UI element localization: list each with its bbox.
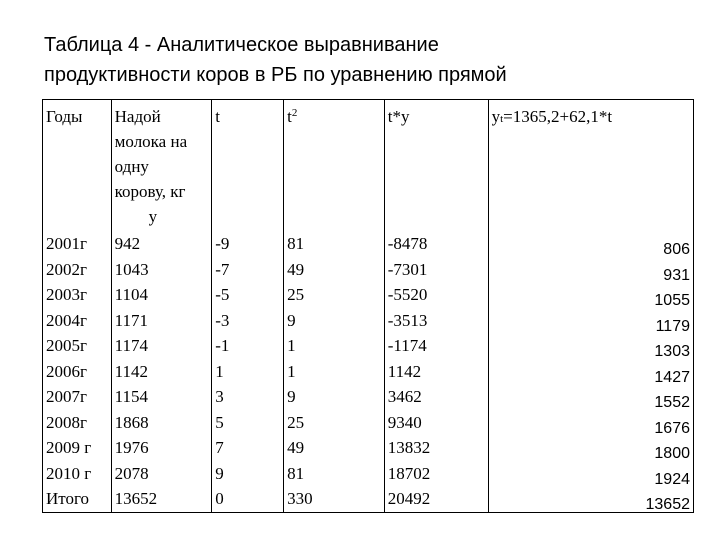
cell-year: 2009 г [43, 435, 112, 461]
cell-t-times-y: -7301 [384, 257, 488, 283]
header-yt-base: y [491, 107, 501, 126]
cell-t: -7 [212, 257, 284, 283]
cell-t-times-y: -5520 [384, 282, 488, 308]
cell-t-squared: 81 [284, 461, 385, 487]
table-row [43, 384, 694, 410]
cell-t-times-y: 1142 [384, 359, 488, 385]
table-row [43, 333, 694, 359]
cell-t-squared: 330 [284, 486, 385, 512]
cell-t: 1 [212, 359, 284, 385]
cell-year: Итого [43, 486, 112, 512]
cell-milk-yield: 1171 [111, 308, 212, 334]
cell-milk-yield: 13652 [111, 486, 212, 512]
trend-value-text: 1427 [654, 368, 690, 386]
cell-t: 9 [212, 461, 284, 487]
header-milk-line: корову, кг [114, 182, 186, 201]
cell-t-squared: 1 [284, 359, 385, 385]
cell-t-times-y: 20492 [384, 486, 488, 512]
cell-t-times-y: -8478 [384, 229, 488, 257]
table-row [43, 359, 694, 385]
header-t-times-y: t*y [384, 100, 488, 230]
cell-t-times-y: 9340 [384, 410, 488, 436]
cell-t-times-y: 18702 [384, 461, 488, 487]
cell-t-times-y: 3462 [384, 384, 488, 410]
trend-value-text: 13652 [645, 496, 690, 513]
cell-t: 3 [212, 384, 284, 410]
table-title-line-2: продуктивности коров в РБ по уравнению прямой [44, 64, 507, 86]
header-t2-base: t [287, 107, 292, 126]
cell-t: -9 [212, 229, 284, 257]
cell-milk-yield: 942 [111, 229, 212, 257]
cell-year: 2002г [43, 257, 112, 283]
cell-t: 0 [212, 486, 284, 512]
cell-t-squared: 25 [284, 410, 385, 436]
cell-t: 5 [212, 410, 284, 436]
cell-trend-value [488, 486, 693, 512]
table-row [43, 461, 694, 487]
header-year: Годы [43, 100, 112, 230]
header-t: t [212, 100, 284, 230]
cell-year: 2007г [43, 384, 112, 410]
cell-t-squared: 9 [284, 308, 385, 334]
header-trend-formula [488, 100, 693, 230]
cell-milk-yield: 1043 [111, 257, 212, 283]
cell-milk-yield: 1174 [111, 333, 212, 359]
cell-trend-value [488, 359, 693, 385]
header-t-squared [284, 100, 385, 230]
cell-t: -3 [212, 308, 284, 334]
cell-year: 2008г [43, 410, 112, 436]
trend-value-text: 1924 [654, 470, 690, 488]
header-row [43, 100, 694, 230]
cell-t-times-y: 13832 [384, 435, 488, 461]
cell-t-squared: 1 [284, 333, 385, 359]
cell-t-squared: 9 [284, 384, 385, 410]
cell-milk-yield: 1142 [111, 359, 212, 385]
table-row [43, 435, 694, 461]
trend-value-text: 806 [663, 241, 690, 258]
cell-t-squared: 25 [284, 282, 385, 308]
total-row [43, 486, 694, 512]
cell-year: 2003г [43, 282, 112, 308]
cell-t: -5 [212, 282, 284, 308]
table-title-line-1: Таблица 4 - Аналитическое выравнивание [44, 34, 439, 56]
cell-year: 2005г [43, 333, 112, 359]
cell-t-times-y: -3513 [384, 308, 488, 334]
cell-milk-yield: 1104 [111, 282, 212, 308]
cell-year: 2006г [43, 359, 112, 385]
cell-t: 7 [212, 435, 284, 461]
table-row [43, 308, 694, 334]
cell-trend-value [488, 333, 693, 359]
cell-milk-yield: 2078 [111, 461, 212, 487]
header-yt-formula: =1365,2+62,1*t [503, 107, 613, 126]
table-row [43, 257, 694, 283]
table-row [43, 229, 694, 257]
trend-value-text: 1676 [654, 419, 690, 437]
cell-trend-value [488, 410, 693, 436]
header-milk-line: у [148, 207, 158, 226]
header-milk-line: молока на [114, 132, 188, 151]
trend-value-text: 1552 [654, 394, 690, 411]
trend-value-text: 1055 [654, 292, 690, 309]
cell-year: 2001г [43, 229, 112, 257]
cell-trend-value [488, 282, 693, 308]
trend-value-text: 931 [663, 266, 690, 284]
trend-value-text: 1179 [655, 317, 690, 335]
header-yt-sub: t [500, 113, 504, 125]
header-milk-line: одну [114, 157, 149, 176]
cell-milk-yield: 1868 [111, 410, 212, 436]
cell-t: -1 [212, 333, 284, 359]
cell-trend-value [488, 435, 693, 461]
cell-trend-value [488, 308, 693, 334]
cell-t-squared: 49 [284, 435, 385, 461]
header-t2-sup: 2 [291, 107, 298, 119]
cell-trend-value [488, 257, 693, 283]
cell-milk-yield: 1976 [111, 435, 212, 461]
cell-t-squared: 81 [284, 229, 385, 257]
table-row [43, 410, 694, 436]
cell-trend-value [488, 461, 693, 487]
trend-value-text: 1303 [654, 343, 690, 360]
header-milk-yield [111, 100, 212, 230]
table-row [43, 282, 694, 308]
cell-year: 2010 г [43, 461, 112, 487]
cell-trend-value [488, 229, 693, 257]
cell-t-squared: 49 [284, 257, 385, 283]
cell-year: 2004г [43, 308, 112, 334]
cell-t-times-y: -1174 [384, 333, 488, 359]
data-table [42, 99, 694, 513]
cell-milk-yield: 1154 [111, 384, 212, 410]
cell-trend-value [488, 384, 693, 410]
header-milk-line: Надой [114, 107, 161, 126]
trend-value-text: 1800 [654, 445, 690, 462]
table-title [44, 30, 684, 90]
